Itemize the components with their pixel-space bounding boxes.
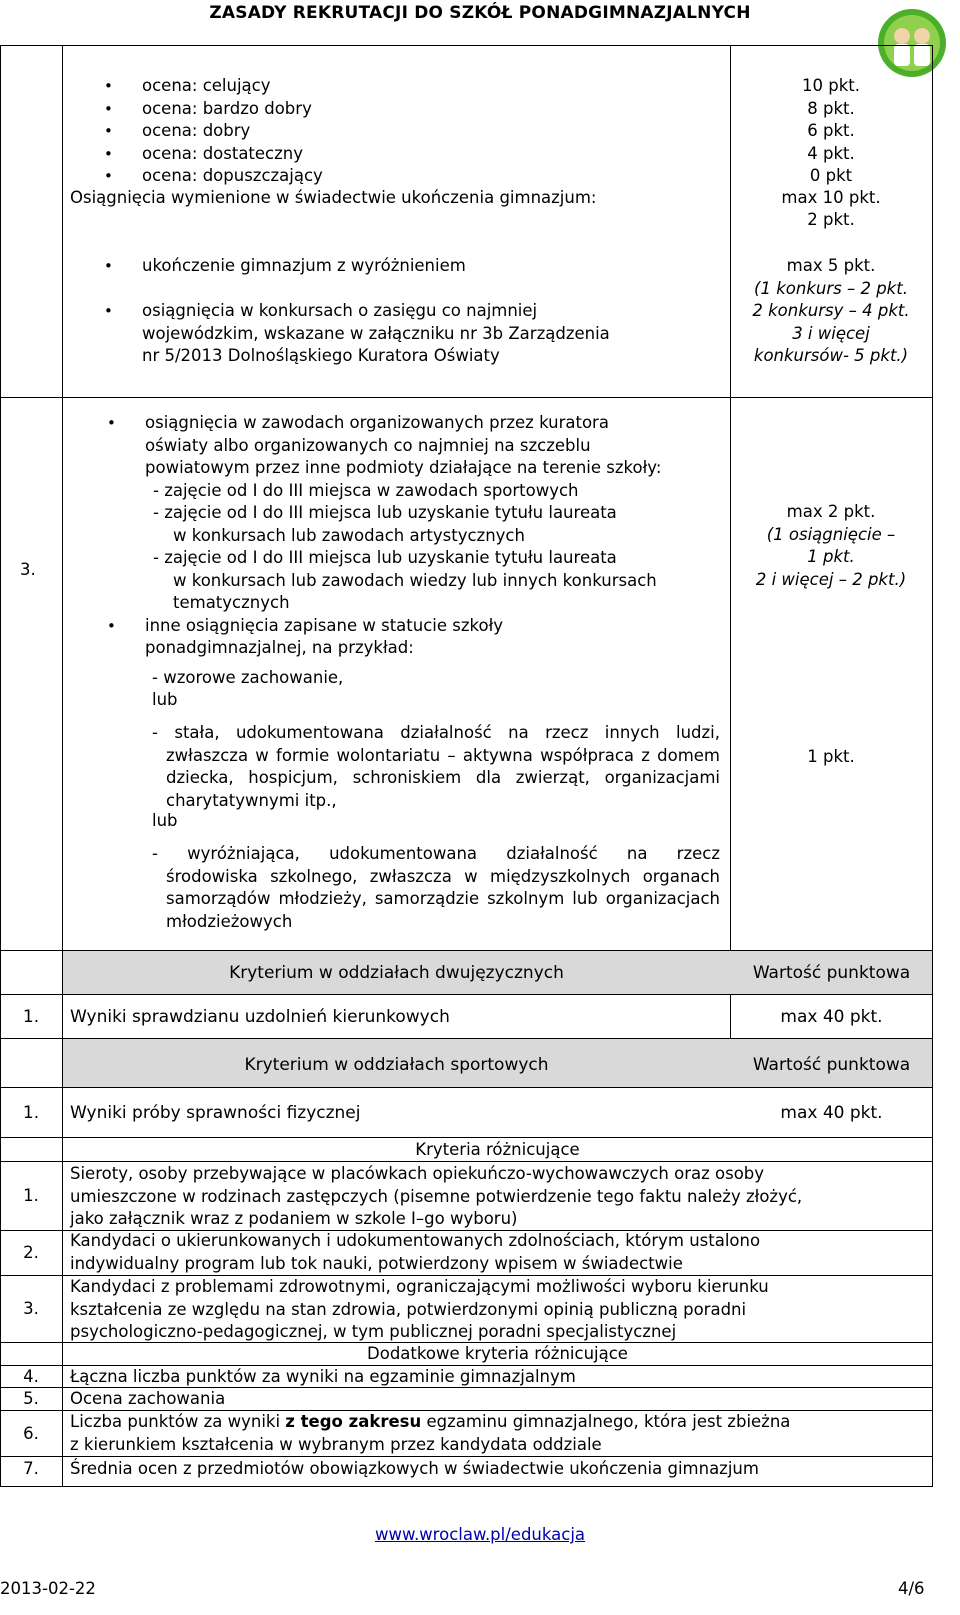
tiebreak-number: 1. <box>23 1186 39 1205</box>
extra-item: Łączna liczba punktów za wyniki na egzaminie gimnazjalnym <box>70 1367 576 1386</box>
tiebreak-line: kształcenia ze względu na stan zdrowia, potwierdzonymi opinią publiczną poradni <box>70 1299 747 1319</box>
bilingual-row-number: 1. <box>22 1007 40 1027</box>
social-activity-block <box>152 722 720 812</box>
other-achievements-item <box>145 615 661 660</box>
contest-points-line: 3 i więcej <box>792 323 870 343</box>
extra-item-line: z kierunkiem kształcenia w wybranym przez kandydata oddziale <box>70 1434 602 1454</box>
contest-points-line: (1 konkurs – 2 pkt. <box>754 278 908 298</box>
competition-points-line: max 2 pkt. <box>786 502 876 521</box>
competition-line: - zajęcie od I do III miejsca w zawodach sportowych <box>153 480 579 500</box>
achievements-max-points: max 10 pkt. <box>781 188 881 207</box>
extra-number: 5. <box>23 1389 39 1408</box>
tiebreak-number: 3. <box>23 1299 39 1318</box>
extra-item-text: egzaminu gimnazjalnego, która jest zbieżna <box>421 1412 791 1431</box>
other-line: ponadgimnazjalnej, na przykład: <box>145 638 414 657</box>
tiebreak-line: psychologiczno-pedagogicznej, w tym publicznej poradni specjalistycznej <box>70 1322 677 1341</box>
contest-item <box>142 300 610 368</box>
competition-line: w konkursach lub zawodach artystycznych <box>173 525 525 545</box>
competition-line: w konkursach lub zawodach wiedzy lub innych konkursach <box>173 570 657 590</box>
extra-number: 4. <box>23 1367 39 1386</box>
contest-line: • osiągnięcia w konkursach o zasięgu co najmniej <box>142 301 538 320</box>
sports-row-points: max 40 pkt. <box>780 1103 883 1123</box>
grade-item: • ocena: celujący <box>142 75 323 98</box>
competition-points-line: (1 osiągnięcie – <box>766 524 896 544</box>
extra-item-line <box>70 1411 790 1434</box>
grades-points <box>731 75 931 188</box>
or-text: lub <box>152 811 178 830</box>
school-activity-block <box>152 843 720 933</box>
grades-list <box>142 75 323 188</box>
competition-points-line: 2 i więcej – 2 pkt.) <box>755 569 907 589</box>
tiebreak-number: 2. <box>23 1243 39 1262</box>
bilingual-value-header: Wartość punktowa <box>752 963 911 983</box>
school-activity-first-line: - wyróżniająca, udokumentowana działalność na rzecz <box>152 844 720 863</box>
school-activity-rest: środowiska szkolnego, zwłaszcza w międzyszkolnych organach samorządów młodzieży, samorządzie szkolnym lub organizacjach młodzieżowych <box>166 866 720 931</box>
contest-points <box>731 255 931 368</box>
competition-line: • osiągnięcia w zawodach organizowanych przez kuratora <box>145 413 609 432</box>
sports-value-header: Wartość punktowa <box>752 1055 911 1075</box>
extra-item: Ocena zachowania <box>70 1389 226 1408</box>
tiebreak-item <box>70 1276 769 1344</box>
other-line: • inne osiągnięcia zapisane w statucie szkoły <box>145 615 504 635</box>
competition-line: oświaty albo organizowanych co najmniej na szczeblu <box>145 435 591 455</box>
tiebreak-item <box>70 1163 802 1231</box>
contest-points-line: max 5 pkt. <box>786 256 876 275</box>
other-points: 1 pkt. <box>807 747 855 766</box>
grade-points: 6 pkt. <box>807 121 855 140</box>
tiebreak-line: umieszczone w rodzinach zastępczych (pisemne potwierdzenie tego faktu należy złożyć, <box>70 1186 803 1206</box>
extra-item <box>70 1411 790 1456</box>
achievements-heading: Osiągnięcia wymienione w świadectwie ukończenia gimnazjum: <box>70 188 597 207</box>
section-number: 3. <box>20 560 36 579</box>
grade-points: 0 pkt <box>809 166 853 185</box>
tiebreak-line: Kandydaci z problemami zdrowotnymi, ograniczającymi możliwości wyboru kierunku <box>70 1277 769 1296</box>
bilingual-row-points: max 40 pkt. <box>780 1007 883 1027</box>
grade-item: • ocena: dostateczny <box>142 143 323 166</box>
behavior-text: - wzorowe zachowanie, <box>152 668 344 687</box>
school-logo-icon <box>862 6 958 80</box>
grade-points: 10 pkt. <box>802 76 860 95</box>
footer-link[interactable]: www.wroclaw.pl/edukacja <box>374 1525 586 1544</box>
competition-line: tematycznych <box>173 593 290 612</box>
grade-item: • ocena: dopuszczający <box>142 165 323 188</box>
footer-page-number: 4/6 <box>898 1579 925 1598</box>
competition-line: - zajęcie od I do III miejsca lub uzyskanie tytułu laureata <box>153 503 617 522</box>
tiebreak-line: Sieroty, osoby przebywające w placówkach opiekuńczo-wychowawczych oraz osoby <box>70 1164 765 1183</box>
honors-item: • ukończenie gimnazjum z wyróżnieniem <box>142 255 466 278</box>
honors-points: 2 pkt. <box>807 210 855 229</box>
extra-item-text: Liczba punktów za wyniki <box>70 1412 286 1431</box>
page-header-title: ZASADY REKRUTACJI DO SZKÓŁ PONADGIMNAZJALNYCH <box>209 3 751 23</box>
competition-points <box>731 501 931 591</box>
sports-criterion-header: Kryterium w oddziałach sportowych <box>244 1055 549 1075</box>
competition-item <box>145 412 661 615</box>
tiebreak-line: jako załącznik wraz z podaniem w szkole I–go wyboru) <box>70 1209 518 1228</box>
extra-tiebreak-title: Dodatkowe kryteria różnicujące <box>367 1344 628 1363</box>
tiebreak-line: Kandydaci o ukierunkowanych i udokumentowanych zdolnościach, którym ustalono <box>70 1231 761 1250</box>
contest-points-line: konkursów- 5 pkt.) <box>753 346 909 365</box>
competition-block <box>145 412 661 660</box>
tiebreak-title: Kryteria różnicujące <box>415 1140 580 1159</box>
honors-list <box>142 255 466 278</box>
competition-line: powiatowym przez inne podmioty działające na terenie szkoły: <box>145 458 662 477</box>
tiebreak-item <box>70 1230 760 1275</box>
social-activity-rest: zwłaszcza w formie wolontariatu – aktywna współpraca z domem dziecka, hospicjum, schroniskiem dla zwierząt, organizacjami charytatywnymi itp., <box>166 745 720 810</box>
footer-date: 2013-02-22 <box>0 1579 96 1598</box>
competition-line: - zajęcie od I do III miejsca lub uzyskanie tytułu laureata <box>153 548 617 567</box>
extra-item: Średnia ocen z przedmiotów obowiązkowych w świadectwie ukończenia gimnazjum <box>70 1459 759 1478</box>
contest-line: wojewódzkim, wskazane w załączniku nr 3b Zarządzenia <box>142 323 610 343</box>
competition-points-line: 1 pkt. <box>807 547 855 566</box>
bilingual-criterion-header: Kryterium w oddziałach dwujęzycznych <box>229 963 564 983</box>
grade-points: 4 pkt. <box>807 143 855 163</box>
extra-number: 7. <box>23 1459 39 1478</box>
extra-number: 6. <box>23 1424 39 1443</box>
grade-item: • ocena: bardzo dobry <box>142 98 323 121</box>
contest-points-line: 2 konkursy – 4 pkt. <box>752 301 910 320</box>
social-activity-first-line: - stała, udokumentowana działalność na rzecz innych ludzi, <box>152 723 720 742</box>
tiebreak-line: indywidualny program lub tok nauki, potwierdzony wpisem w świadectwie <box>70 1253 683 1273</box>
extra-item-bold: z tego zakresu <box>285 1412 422 1431</box>
grade-points: 8 pkt. <box>807 98 855 118</box>
sports-row-item: Wyniki próby sprawności fizycznej <box>70 1103 361 1123</box>
contest-line: nr 5/2013 Dolnośląskiego Kuratora Oświaty <box>142 346 500 365</box>
bilingual-row-item: Wyniki sprawdzianu uzdolnień kierunkowych <box>70 1007 450 1027</box>
contest-list <box>142 300 610 368</box>
sports-row-number: 1. <box>22 1103 40 1123</box>
grade-item: • ocena: dobry <box>142 120 323 143</box>
or-text: lub <box>152 690 178 709</box>
